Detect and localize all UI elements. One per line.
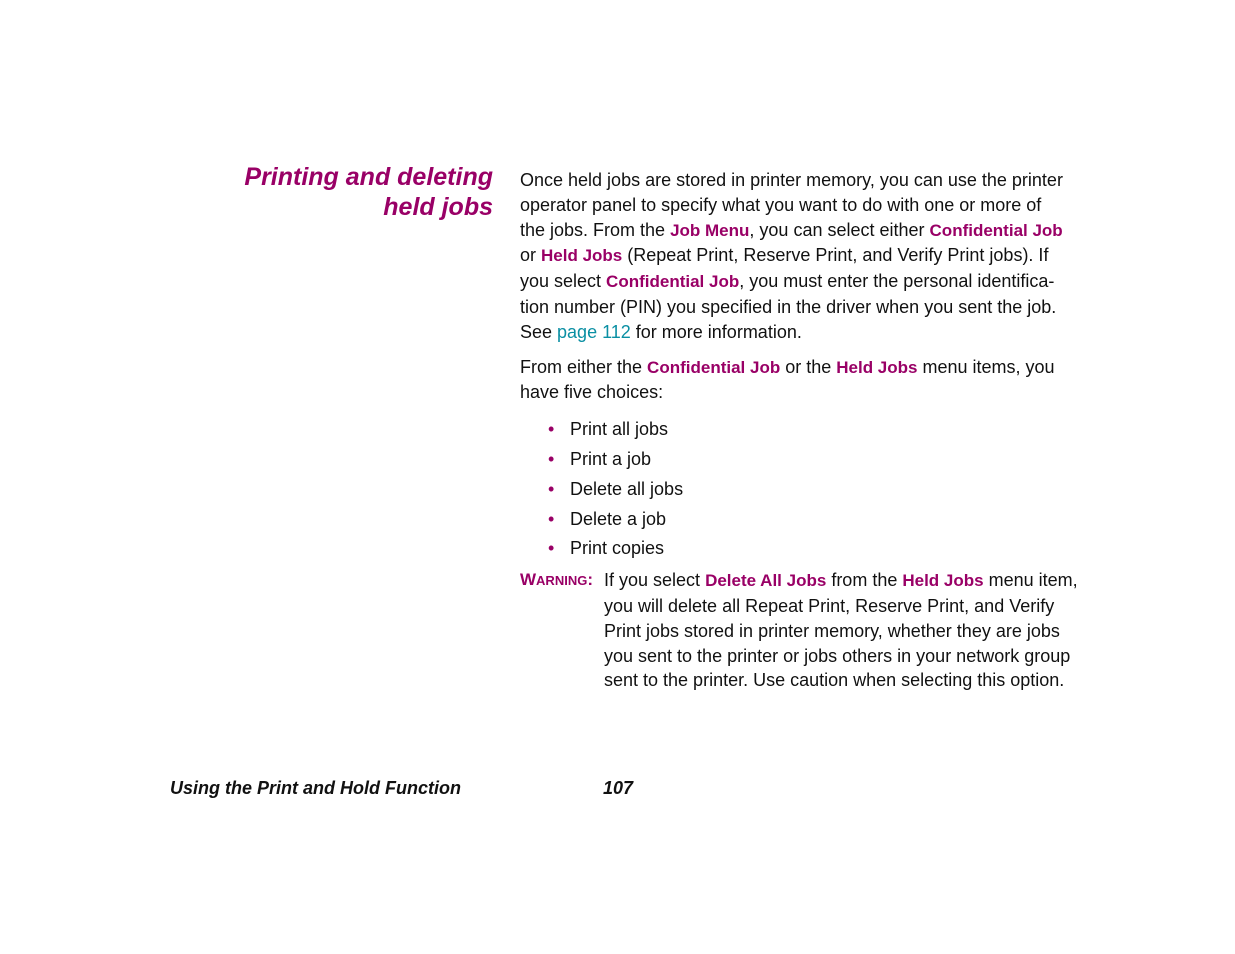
bullet-icon: • (548, 448, 555, 469)
list-item (548, 445, 1100, 475)
list-item-text: Print all jobs (570, 419, 669, 440)
page-link[interactable]: page 112 (557, 321, 631, 342)
menu-term: Held Jobs (836, 357, 918, 377)
text: for more information. (630, 321, 802, 342)
bullet-icon: • (548, 419, 555, 440)
menu-term: Delete All Jobs (705, 571, 827, 591)
choices-list (520, 415, 1100, 564)
text: menu item, (983, 570, 1078, 591)
text: or (520, 245, 542, 266)
warning-note (520, 568, 1100, 693)
body-text (520, 168, 1100, 693)
text: operator panel to specify what you want to do with one or more of (520, 194, 1042, 215)
text: menu items, you (917, 356, 1055, 377)
text: ARNING (536, 573, 588, 589)
list-item (548, 505, 1100, 535)
text: See (520, 321, 558, 342)
footer-page-number: 107 (603, 778, 634, 798)
menu-term: Confidential Job (647, 357, 781, 377)
heading-line: held jobs (383, 193, 493, 221)
paragraph-intro (520, 168, 1100, 345)
text: you sent to the printer or jobs others in your network group (604, 645, 1071, 666)
text: Once held jobs are stored in printer memory, you can use the printer (520, 170, 1063, 190)
menu-term: Held Jobs (902, 571, 984, 591)
text: have five choices: (520, 382, 664, 403)
text: sent to the printer. Use caution when selecting this option. (604, 670, 1065, 691)
menu-term: Job Menu (670, 220, 750, 240)
menu-term: Confidential Job (929, 220, 1063, 240)
list-item (548, 475, 1100, 505)
footer-section-title: Using the Print and Hold Function (170, 778, 461, 798)
text: from the (826, 570, 903, 591)
text: tion number (PIN) you specified in the driver when you sent the job. (520, 296, 1057, 317)
text: (Repeat Print, Reserve Print, and Verify Print jobs). If (622, 245, 1049, 266)
text: Print jobs stored in printer memory, whether they are jobs (604, 620, 1060, 641)
list-item (548, 534, 1100, 564)
heading-line: Printing and deleting (244, 163, 493, 191)
list-item-text: Delete a job (570, 508, 667, 529)
menu-term: Confidential Job (606, 272, 740, 292)
text: or the (780, 356, 837, 377)
list-item-text: Print copies (570, 538, 665, 559)
bullet-icon: • (548, 478, 555, 499)
section-heading (244, 162, 493, 222)
text: , you can select either (749, 219, 930, 240)
text: the jobs. From the (520, 219, 671, 240)
text: : (587, 570, 593, 590)
menu-term: Held Jobs (541, 246, 623, 266)
text: From either the (520, 356, 648, 377)
list-item (548, 415, 1100, 445)
text: , you must enter the personal identifica- (739, 271, 1055, 292)
list-item-text: Print a job (570, 448, 652, 469)
bullet-icon: • (548, 538, 555, 559)
bullet-icon: • (548, 508, 555, 529)
text: If you select (604, 570, 706, 591)
text: you select (520, 271, 607, 292)
text: W (520, 570, 537, 590)
list-item-text: Delete all jobs (570, 478, 684, 499)
warning-label (520, 568, 593, 594)
paragraph-choices (520, 355, 1100, 406)
text: you will delete all Repeat Print, Reserve Print, and Verify (604, 595, 1055, 616)
